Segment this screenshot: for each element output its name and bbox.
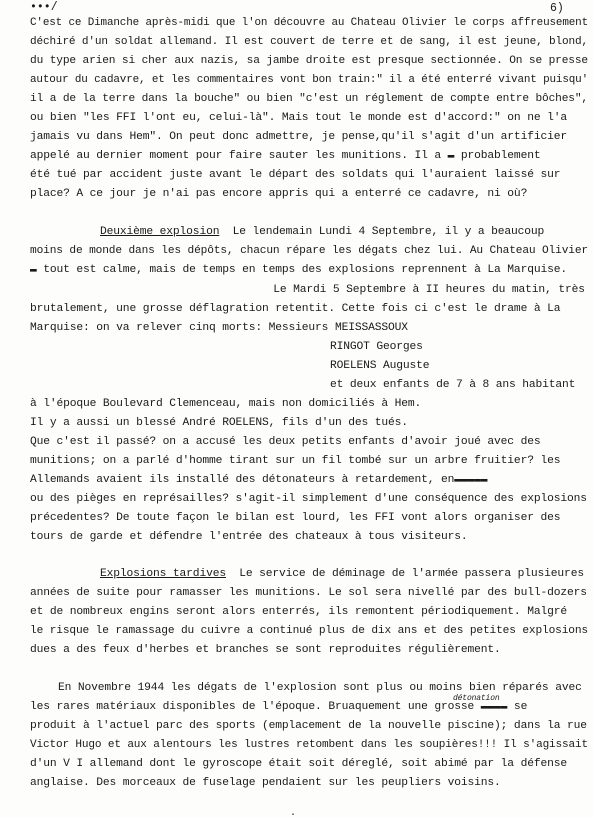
text-line: et deux enfants de 7 à 8 ans habitant [330, 379, 576, 391]
footer-mark: . [290, 808, 297, 819]
text-line: d'un V I allemand dont le gyroscope était soit déreglé, soit abimé par la défense [30, 758, 567, 770]
text-line: précedentes? De toute façon le bilan est lourd, les FFI vont alors organiser des [30, 512, 561, 524]
text-line: En Novembre 1944 les dégats de l'explosion sont plus ou moins bien réparés avec [58, 682, 582, 694]
text-line: à l'époque Boulevard Clemenceau, mais non domiciliés à Hem. [30, 398, 422, 410]
section-three-first-line [100, 567, 584, 581]
text-line: été tué par accident juste avant le départ des soldats qui l'auraient laissé sur [30, 169, 561, 181]
text-line: C'est ce Dimanche après-midi que l'on découvre au Chateau Olivier le corps affreusement [30, 17, 588, 29]
text-line: le risque le ramassage du cuivre a continué plus de dix ans et des petites explosions [30, 625, 588, 637]
section-heading-deuxieme-explosion: Deuxième explosion [100, 226, 220, 238]
text-line: Allemands avaient ils installé des détonateurs à retardement, en▬▬▬▬▬ [30, 474, 488, 486]
handwritten-annotation: détonation [453, 694, 500, 703]
text-line: du type arien si cher aux nazis, sa jambe droite est presque sectionnée. On se presse [30, 55, 588, 67]
text-line: ou bien "les FFI l'ont eu, celui-là". Mais tout le monde est d'accord:" on ne l'a [30, 112, 567, 124]
text-line: déchiré d'un soldat allemand. Il est couvert de terre et de sang, il est jeune, blond, [30, 36, 588, 48]
text-line: place? A ce jour je n'ai pas encore appris qui a enterré ce cadavre, ni où? [30, 188, 528, 200]
text-line: tours de garde et défendre l'entrée des chateaux à tous visiteurs. [30, 531, 468, 543]
text-line: jamais vu dans Hem". On peut donc admettre, je pense,qu'il s'agit d'un artificier [30, 131, 567, 143]
text-line: années de suite pour ramasser les munitions. Le sol sera nivellé par des bull-dozers [30, 587, 587, 599]
text-line: Que c'est il passé? on a accusé les deux petits enfants d'avoir joué avec des [30, 436, 541, 448]
text-line: dues a des feux d'herbes et branches se sont reproduites régulièrement. [30, 644, 501, 656]
page-number: 6) [550, 2, 564, 15]
text-line: brutalement, une grosse déflagration retentit. Cette fois ci c'est le drame à La [30, 303, 561, 315]
text-line: ▬ tout est calme, mais de temps en temps des explosions reprennent à La Marquise. [30, 264, 567, 276]
text-span: Le lendemain Lundi 4 Septembre, il y a beaucoup [219, 226, 545, 238]
text-line: ROELENS Auguste [330, 360, 430, 372]
text-line: Victor Hugo et aux alentours les lustres retombent dans les soupières!!! Il s'agissait [30, 739, 588, 751]
text-line: et de nombreux engins seront alors enterrés, ils remontent périodiquement. Malgré [30, 606, 567, 618]
header-continuation-mark: •••/ [30, 1, 58, 14]
text-line: ou des pièges en représailles? s'agit-il simplement d'une conséquence des explosions [30, 493, 587, 505]
text-line: appelé au dernier moment pour faire sauter les munitions. Il a ▬ probablement [30, 150, 541, 162]
text-line: anglaise. Des morceaux de fuselage pendaient sur les peupliers voisins. [30, 777, 501, 789]
text-line: moins de monde dans les dépôts, chacun répare les dégats chez lui. Au Chateau Olivier [30, 245, 588, 257]
text-line: produit à l'actuel parc des sports (emplacement de la nouvelle piscine); dans la rue [30, 720, 587, 732]
section-two-first-line [100, 225, 544, 239]
text-line: munitions; on a parlé d'homme tirant sur un fil tombé sur un arbre fruitier? les [30, 455, 561, 467]
section-heading-explosions-tardives: Explosions tardives [100, 568, 226, 580]
text-span: Le service de déminage de l'armée passera plusieures [225, 568, 584, 580]
text-line: Il y a aussi un blessé André ROELENS, fils d'un des tués. [30, 417, 408, 429]
text-line: les rares matériaux disponibles de l'époque. Bruaquement une grosse ▬▬▬▬ se [30, 701, 528, 713]
text-line: Marquise: on va relever cinq morts: Messieurs MEISSASSOUX [30, 322, 408, 334]
text-line: Le Mardi 5 Septembre à II heures du matin, très [260, 284, 585, 296]
text-line: il a de la terre dans la bouche" ou bien "c'est un réglement de compte entre bôches", [30, 93, 588, 105]
text-line: autour du cadavre, et les commentaires vont bon train:" il a été enterré vivant puisqu' [30, 74, 588, 86]
text-line: RINGOT Georges [330, 341, 423, 353]
